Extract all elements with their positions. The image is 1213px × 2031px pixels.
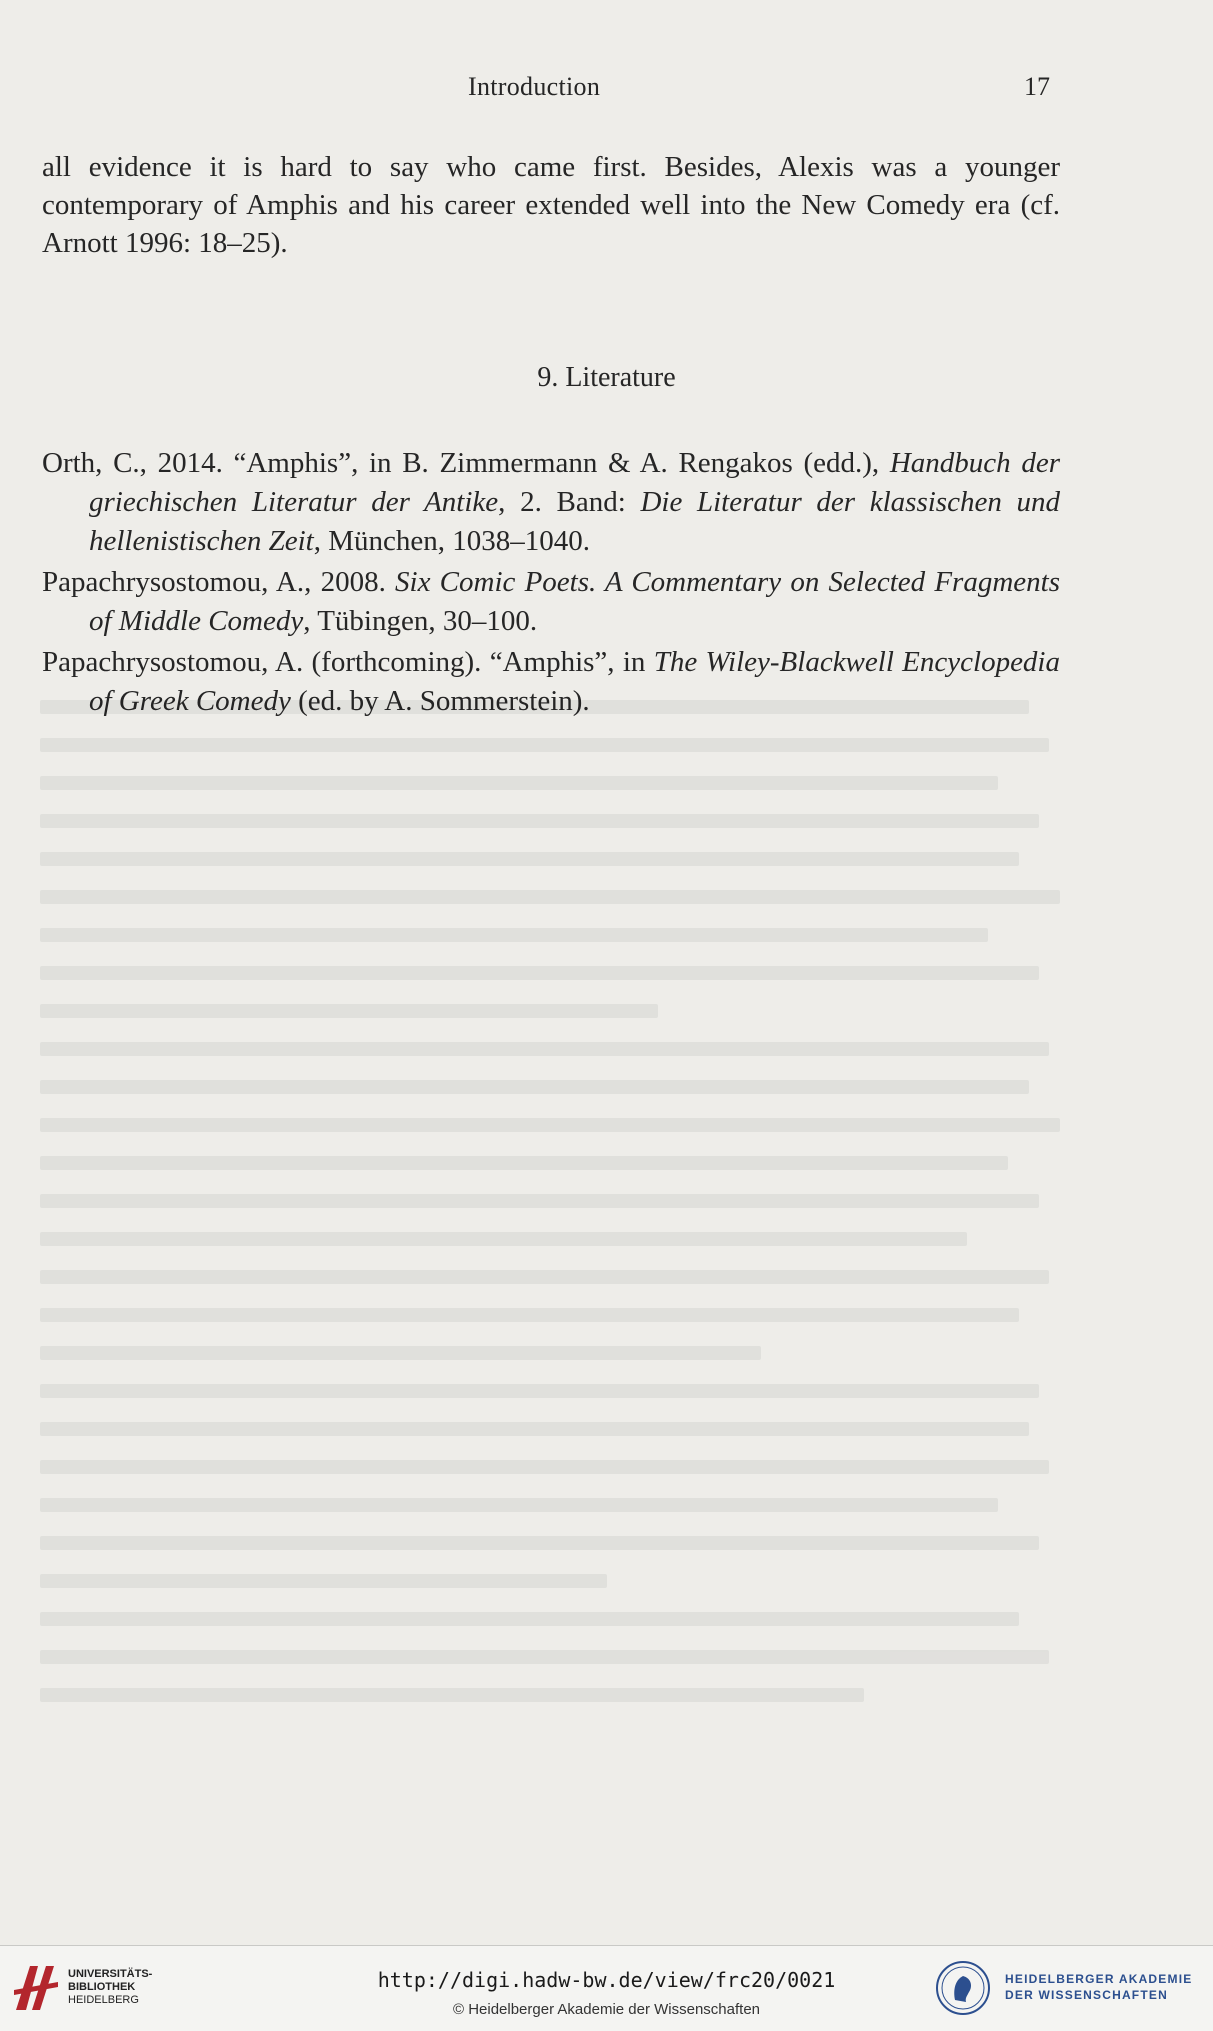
entry-tail: , Tübingen, 30–100. [303, 605, 538, 637]
entry-lead: Papachrysostomou, A., 2008. [42, 566, 396, 598]
academy-name-line: DER WISSENSCHAFTEN [1005, 1988, 1168, 2002]
bibliography-entry [42, 444, 1060, 561]
running-head-title: Introduction [468, 72, 601, 101]
bibliography-entry [42, 643, 1060, 721]
academy-name [1005, 1971, 1192, 2003]
copyright-notice: © Heidelberger Akademie der Wissenschaften [452, 2001, 761, 2018]
entry-title: The Wiley-Blackwell Encyclopedia of Greek Comedy [89, 646, 1060, 717]
show-through-text [40, 700, 1070, 1800]
page-number: 17 [1024, 72, 1050, 101]
entry-lead: Orth, C., 2014. “Amphis”, in B. Zimmermann & A. Rengakos (edd.), [42, 447, 890, 479]
bibliography-list [42, 444, 1060, 723]
library-name-line: HEIDELBERG [68, 1994, 139, 2006]
section-heading: 9. Literature [537, 362, 676, 393]
entry-tail: , München, 1038–1040. [313, 525, 590, 557]
bibliography-entry [42, 563, 1060, 641]
entry-subtitle: Die Literatur der klassischen und hellenistischen Zeit [89, 486, 1060, 557]
academy-name-line: HEIDELBERGER AKADEMIE [1005, 1972, 1193, 1986]
permalink-url[interactable]: http://digi.hadw-bw.de/view/frc20/0021 [377, 1968, 836, 1992]
body-text [42, 148, 1060, 262]
body-paragraph: all evidence it is hard to say who came first. Besides, Alexis was a younger contemporary of Amphis and his career extended well into the New Comedy era (cf. Arnott 1996: 18–25). [42, 151, 1060, 259]
running-head [0, 72, 1213, 112]
entry-tail: (ed. by A. Sommerstein). [290, 685, 590, 717]
entry-title: Handbuch der griechischen Literatur der Antike [89, 447, 1060, 518]
entry-mid: , 2. Band: [498, 486, 641, 518]
library-name-line: UNIVERSITÄTS- [68, 1968, 153, 1980]
library-name-line: BIBLIOTHEK [68, 1981, 136, 1993]
entry-lead: Papachrysostomou, A. (forthcoming). “Amphis”, in [42, 646, 654, 678]
academy-seal-icon [935, 1960, 991, 2016]
footer-bar [0, 1945, 1213, 2031]
entry-title: Six Comic Poets. A Commentary on Selected Fragments of Middle Comedy [89, 566, 1060, 637]
